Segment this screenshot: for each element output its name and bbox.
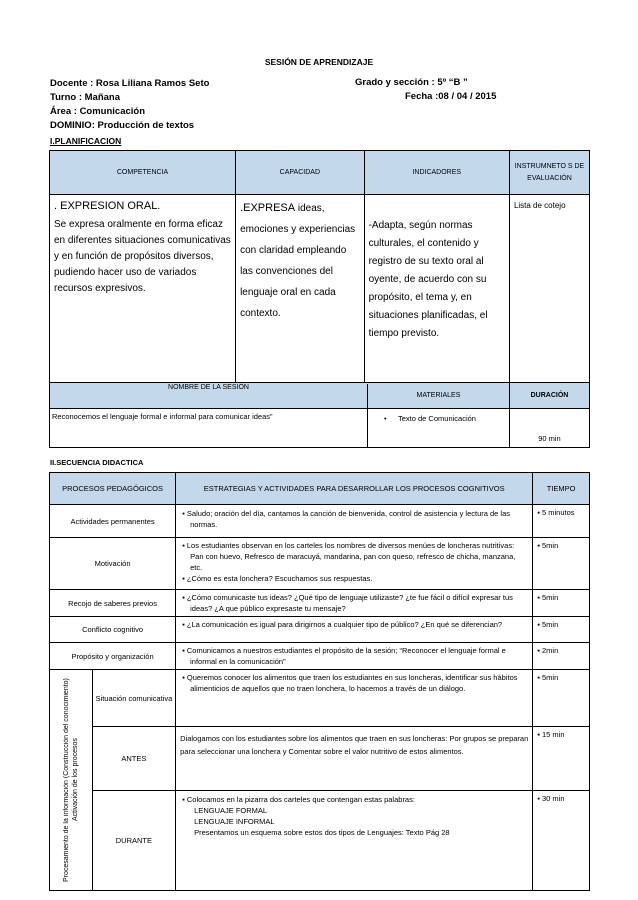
- durante-line: LENGUAJE INFORMAL: [194, 816, 275, 826]
- competencia-title: . EXPRESION ORAL.: [54, 200, 161, 212]
- section-planificacion: I.PLANIFICACION: [50, 136, 122, 146]
- row-label-actividades: Actividades permanentes: [50, 505, 176, 538]
- durante-line: Presentamos un esquema sobre estos dos tipos de Lenguajes: Texto Pág 28: [194, 827, 450, 837]
- header-indicadores: INDICADORES: [364, 151, 509, 195]
- competencia-cell: [50, 195, 236, 383]
- dominio-line: DOMINIO: Producción de textos: [50, 120, 195, 131]
- item-text: ¿La comunicación es igual para dirigirnos a cualquier tipo de público? ¿En qué se diferencian?: [186, 620, 503, 629]
- duracion-header: DURACIÓN: [509, 383, 589, 409]
- header-capacidad: CAPACIDAD: [236, 151, 365, 195]
- row-content-antes: Dialogamos con los estudiantes sobre los alimentos que traen en sus loncheras: Por grupos se preparan para seleccionar una lonchera y Comentar sobre el valor nutritivo de estos alimentos.: [176, 727, 533, 790]
- row-content-saberes: ▪ ¿Cómo comunicaste tus ideas? ¿Qué tipo de lenguaje utilizaste? ¿te fue fácil o difícil expresar tus ideas? ¿A que público expresaste tu mensaje?: [176, 590, 533, 617]
- instrumento-text: Lista de cotejo: [513, 201, 566, 210]
- session-name-header: NOMBRE DE LA SESIÓN: [168, 383, 249, 391]
- indicadores-cell: [364, 195, 509, 383]
- section-secuencia: II.SECUENCIA DIDACTICA: [50, 458, 144, 467]
- item-text: Los estudiantes observan en los carteles los nombres de diversos menúes de loncheras nutritivas: Pan con huevo, Refresco de maracuyá, mandarina, pan con queso, refresco de chicha, manzana, etc.: [186, 541, 516, 572]
- header-estrategias: ESTRATEGIAS Y ACTIVIDADES PARA DESARROLLAR LOS PROCESOS COGNITIVOS: [176, 473, 533, 505]
- fecha-line: Fecha :08 / 04 / 2015: [405, 91, 497, 102]
- row-label-saberes: Recojo de saberes previos: [50, 590, 176, 617]
- materiales-header: MATERIALES: [367, 384, 509, 408]
- item-text: Queremos conocer los alimentos que traen los estudiantes en sus loncheras, identificar sus hábitos alimenticios de aquellos que no traen lonchera, lo hacemos a través de un diálogo.: [186, 673, 518, 693]
- item-text: Saludo; oración del día, cantamos la canción de bienvenida, control de asistencia y lectura de las normas.: [186, 509, 511, 529]
- row-content-actividades: ▪ Saludo; oración del día, cantamos la canción de bienvenida, control de asistencia y lectura de las normas.: [176, 505, 533, 538]
- header-tiempo: TIEMPO: [533, 473, 590, 505]
- competencia-text: Se expresa oralmente en forma eficaz en diferentes situaciones comunicativas y en función de propósitos diversos, pudiendo hacer uso de variados recursos expresivos.: [54, 219, 231, 294]
- header-nombre-sesion: [50, 383, 510, 409]
- row-time-antes: ▪ 15 min: [533, 727, 590, 790]
- session-name: Reconocemos el lenguaje formal e informal para comunicar ideas”: [52, 412, 273, 421]
- header-competencia: COMPETENCIA: [50, 151, 236, 195]
- row-time-saberes: ▪ 5min: [533, 590, 590, 617]
- capacidad-cell: [236, 195, 365, 383]
- item-text: ¿Cómo es esta lonchera? Escuchamos sus respuestas.: [186, 574, 373, 583]
- document-title: SESIÓN DE APRENDIZAJE: [264, 57, 374, 67]
- header-instrumentos: INSTRUMNETO S DE EVALUACIÓN: [509, 151, 589, 195]
- row-time-motivacion: ▪ 5min: [533, 538, 590, 590]
- row-label-conflicto: Conflicto cognitivo: [50, 617, 176, 643]
- item-text: Colocamos en la pizarra dos carteles que contengan estas palabras:: [186, 794, 415, 804]
- instrumento-cell: [509, 195, 589, 383]
- grado-line: Grado y sección : 5º “B ”: [355, 77, 468, 88]
- row-time-actividades: ▪ 5 minutos: [533, 505, 590, 538]
- indicadores-text: -Adapta, según normas culturales, el contenido y registro de su texto oral al oyente, de acuerdo con su propósito, el tema y, en situaciones planificadas, el tiempo previsto.: [368, 220, 488, 339]
- row-content-motivacion: ▪ Los estudiantes observan en los carteles los nombres de diversos menúes de loncheras nutritivas: Pan con huevo, Refresco de maracuyá, mandarina, pan con queso, refresco de chicha, manzana, etc. ▪ ¿Cómo es esta lonchera? Escuchamos sus respuestas.: [176, 538, 533, 590]
- capacidad-text: ideas, emociones y experiencias con claridad empleando las convenciones del lenguaje oral en cada contexto.: [240, 203, 356, 319]
- row-label-motivacion: Motivación: [50, 538, 176, 590]
- row-content-situacion: ▪ Queremos conocer los alimentos que traen los estudiantes en sus loncheras, identificar sus hábitos alimenticios de aquellos que no traen lonchera, lo hacemos a través de un diálogo.: [176, 670, 533, 727]
- vertical-label: Procesamiento de la información (Construcción del conocimiento) Activación de los procesos: [62, 678, 79, 882]
- materiales-text: Texto de Comunicación: [398, 414, 476, 423]
- durante-line: LENGUAJE FORMAL: [194, 805, 268, 815]
- session-row: [50, 409, 510, 448]
- bullet-icon: •: [384, 414, 387, 423]
- vertical-label-cell: [50, 670, 93, 891]
- header-procesos: PROCESOS PEDAGÓGICOS: [50, 473, 176, 505]
- row-label-situacion: Situación comunicativa: [92, 670, 175, 727]
- capacidad-title: .EXPRESA: [240, 202, 296, 214]
- row-content-proposito: ▪ Comunicamos a nuestros estudiantes el propósito de la sesión; “Reconocer el lenguaje formal e informal en la comunicación”: [176, 643, 533, 670]
- row-content-conflicto: ▪ ¿La comunicación es igual para dirigirnos a cualquier tipo de público? ¿En qué se diferencian?: [176, 617, 533, 643]
- area-line: Área : Comunicación: [50, 106, 146, 117]
- row-time-conflicto: ▪ 5min: [533, 617, 590, 643]
- row-time-proposito: ▪ 2min: [533, 643, 590, 670]
- turno-line: Turno : Mañana: [50, 92, 121, 103]
- item-text: ¿Cómo comunicaste tus ideas? ¿Qué tipo de lenguaje utilizaste? ¿te fue fácil o difícil expresar tus ideas? ¿A que público expresaste tu mensaje?: [186, 593, 513, 613]
- row-label-antes: ANTES: [92, 727, 175, 790]
- sequence-table: [49, 472, 590, 891]
- row-time-situacion: ▪ 5min: [533, 670, 590, 727]
- duracion-value: 90 min: [509, 409, 589, 448]
- row-label-proposito: Propósito y organización: [50, 643, 176, 670]
- item-text: Comunicamos a nuestros estudiantes el propósito de la sesión; “Reconocer el lenguaje formal e informal en la comunicación”: [186, 646, 506, 666]
- row-label-durante: DURANTE: [92, 790, 175, 890]
- materiales-cell: [367, 409, 509, 447]
- row-time-durante: ▪ 30 min: [533, 790, 590, 890]
- row-content-durante: ▪ Colocamos en la pizarra dos carteles que contengan estas palabras: LENGUAJE FORMAL LENGUAJE INFORMAL Presentamos un esquema sobre estos dos tipos de Lenguajes: Texto Pág 28: [176, 790, 533, 890]
- planning-table: [49, 150, 590, 448]
- docente-line: Docente : Rosa Liliana Ramos Seto: [50, 78, 210, 89]
